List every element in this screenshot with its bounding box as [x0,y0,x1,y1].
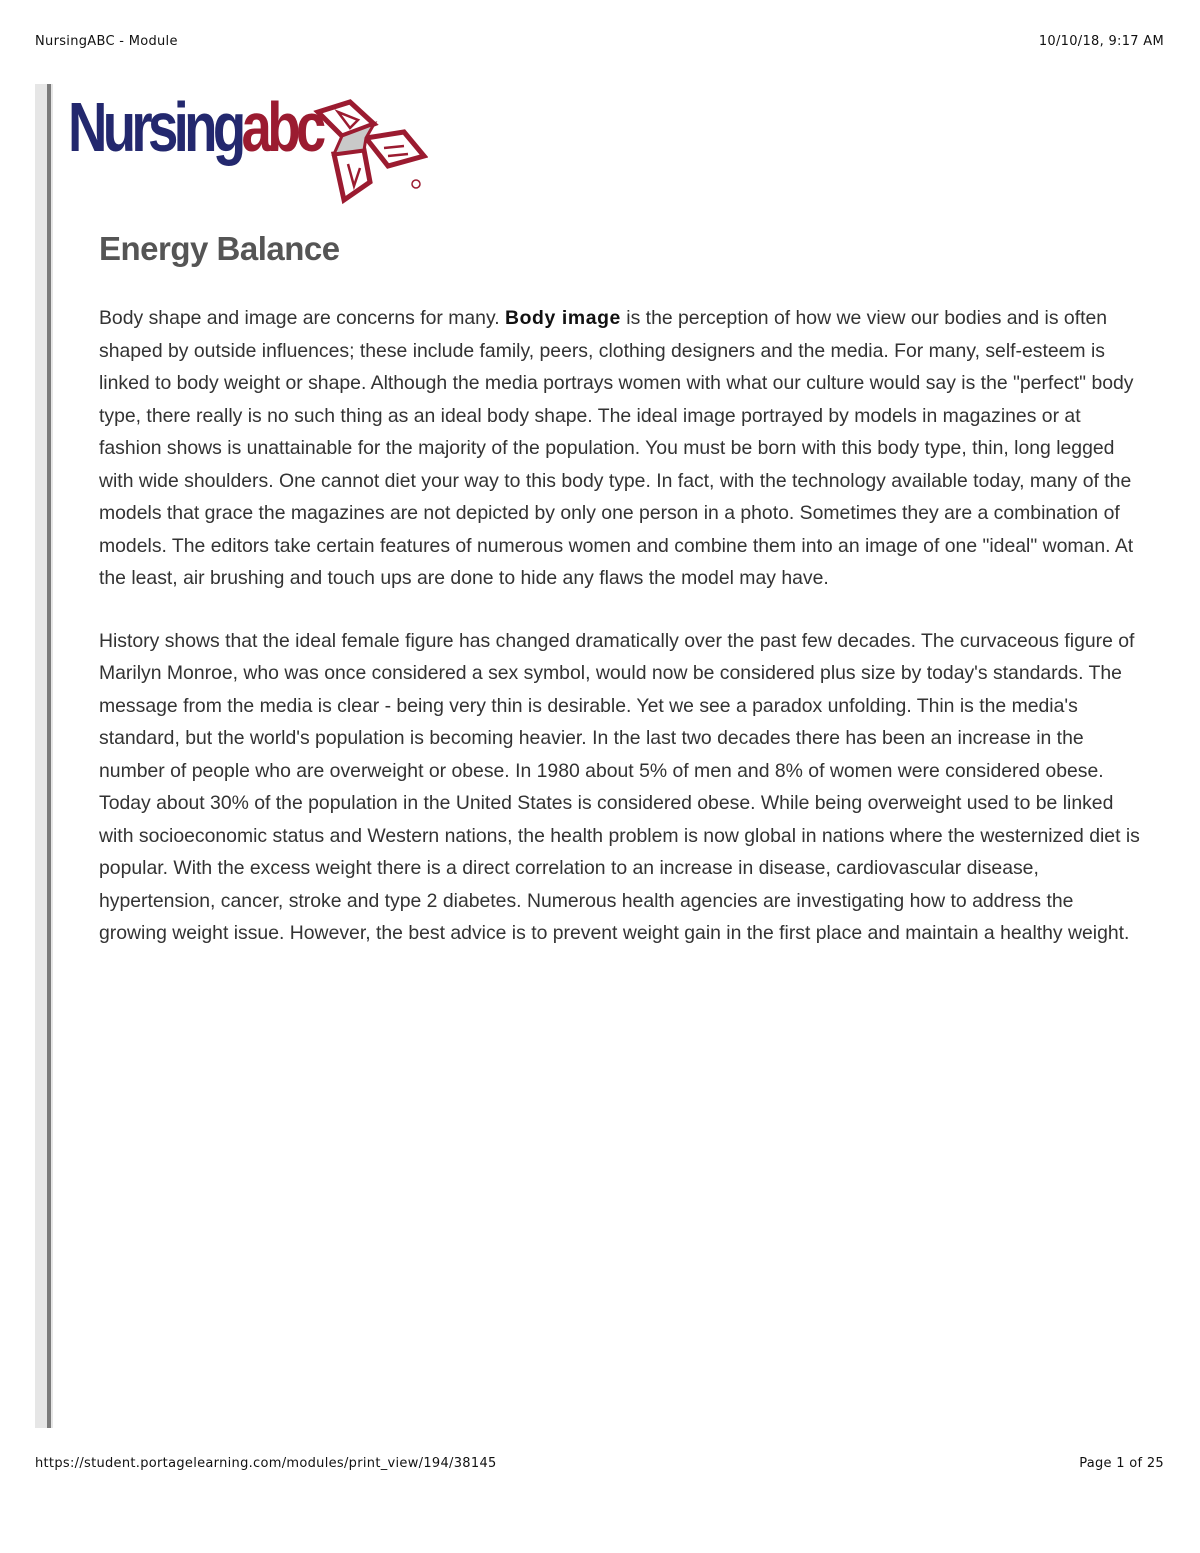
paragraph-1-intro: Body shape and image are concerns for many. [99,307,505,329]
logo-wordmark-abc: abc [241,88,322,166]
logo-wordmark-nursing: Nursing [68,88,242,166]
article-paragraph-2: History shows that the ideal female figure has changed dramatically over the past few decades. The curvaceous figure of Marilyn Monroe, who was once considered a sex symbol, would now be considered plus size by today's standards. The message from the media is clear - being very thin is desirable. Yet we see a paradox unfolding. Thin is the media's standard, but the world's population is becoming heavier. In the last two decades there has been an increase in the number of people who are overweight or obese. In 1980 about 5% of men and 8% of women were considered obese. Today about 30% of the population in the United States is considered obese. While being overweight used to be linked with socioeconomic status and Western nations, the health problem is now global in nations where the westernized diet is popular. With the excess weight there is a direct correlation to an increase in disease, cardiovascular disease, hypertension, cancer, stroke and type 2 diabetes. Numerous health agencies are investigating how to address the growing weight issue. However, the best advice is to prevent weight gain in the first place and maintain a healthy weight. [99,629,1140,944]
left-border-line [47,84,51,1428]
article-heading: Energy Balance [99,230,340,267]
logo-wordmark [68,88,322,166]
print-page-title: NursingABC - Module [35,34,178,49]
article-paragraph-1 [99,302,1144,595]
left-border-rail [35,84,53,1428]
print-datetime: 10/10/18, 9:17 AM [1038,34,1164,49]
article-content [99,228,1144,950]
paragraph-1-rest: is the perception of how we view our bodies and is often shaped by outside influences; these include family, peers, clothing designers and the media. For many, self-esteem is linked to body weight or shape. Although the media portrays women with what our culture would say is the "perfect" body type, there really is no such thing as an ideal body shape. The ideal image portrayed by models in magazines or at fashion shows is unattainable for the majority of the population. You must be born with this body type, thin, long legged with wide shoulders. One cannot diet your way to this body type. In fact, with the technology available today, many of the models that grace the magazines are not depicted by only one person in a photo. Sometimes they are a combination of models. The editors take certain features of numerous women and combine them into an image of one "ideal" woman. At the least, air brushing and touch ups are done to hide any flaws the model may have. [99,307,1134,589]
page-number: Page 1 of 25 [1079,1456,1164,1471]
nursingabc-logo [68,88,428,208]
body-image-term: Body image [505,307,621,329]
print-url: https://student.portagelearning.com/modules/print_view/194/38145 [35,1456,497,1471]
logo-blocks-icon [304,98,428,206]
